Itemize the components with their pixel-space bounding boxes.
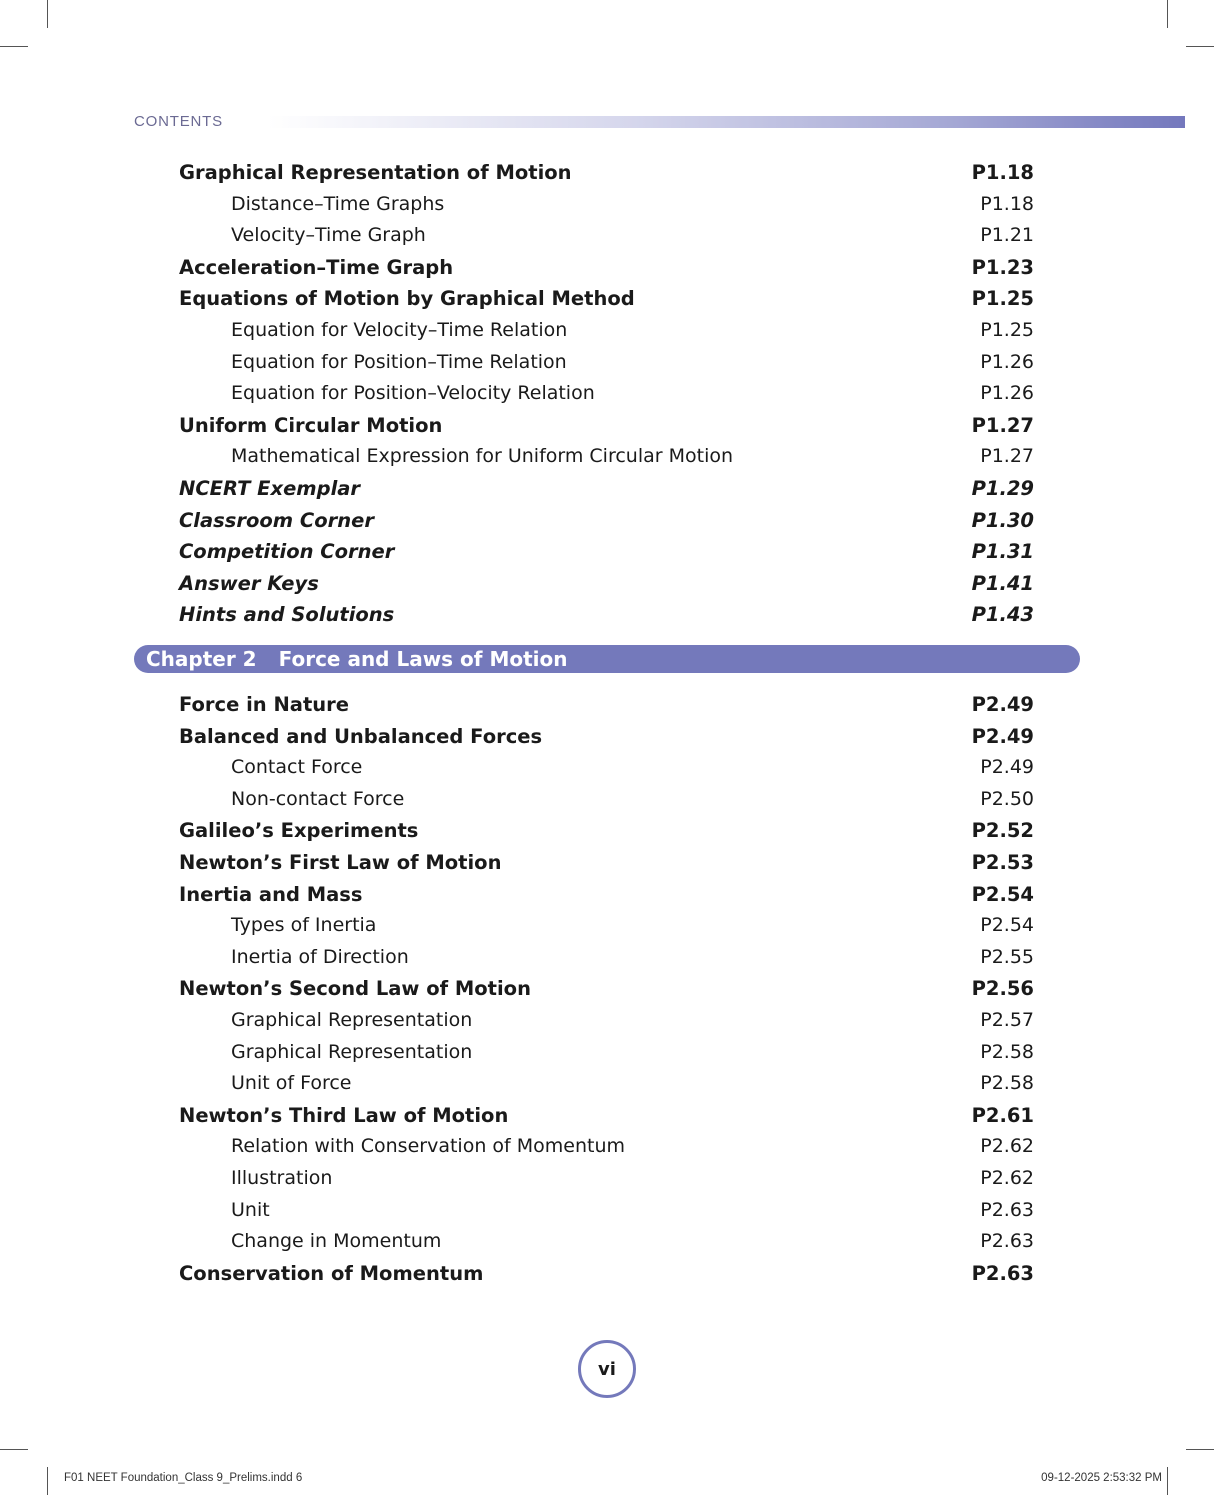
toc-entry-title: Distance–Time Graphs: [231, 192, 445, 215]
toc-entry[interactable]: [0, 1035, 1214, 1067]
toc-entry[interactable]: [0, 1256, 1214, 1288]
toc-entry-page: P2.49: [980, 756, 1034, 779]
toc-entry-title: Answer Keys: [179, 571, 319, 595]
toc-entry-page: P1.18: [971, 161, 1034, 184]
toc-entry-page: P1.27: [980, 445, 1034, 468]
toc-entry-page: P1.18: [980, 192, 1034, 215]
toc-entry-title: Equation for Position–Time Relation: [231, 350, 567, 373]
toc-entry-page: P1.27: [971, 413, 1034, 437]
crop-mark: [1186, 1449, 1214, 1450]
toc-entry[interactable]: [0, 503, 1214, 535]
toc-entry[interactable]: [0, 719, 1214, 751]
toc-entry-title: Newton’s Second Law of Motion: [179, 977, 531, 1001]
toc-entry[interactable]: [0, 1193, 1214, 1225]
toc-entry[interactable]: [0, 218, 1214, 250]
toc-entry-title: Change in Momentum: [231, 1230, 442, 1253]
crop-mark: [0, 46, 28, 47]
toc-entry-title: Uniform Circular Motion: [179, 413, 443, 437]
file-slug: F01 NEET Foundation_Class 9_Prelims.indd 6: [64, 1472, 303, 1484]
page-number: vi: [598, 1358, 616, 1380]
toc-entry[interactable]: [0, 940, 1214, 972]
toc-entry-title: Types of Inertia: [231, 914, 377, 937]
toc-entry-title: Graphical Representation: [231, 1040, 473, 1063]
toc-entry-title: Equation for Position–Velocity Relation: [231, 382, 595, 405]
toc-entry-page: P2.63: [980, 1198, 1034, 1221]
toc-entry-title: Contact Force: [231, 756, 363, 779]
toc-entry[interactable]: [0, 1224, 1214, 1256]
toc-entry-page: P1.29: [971, 476, 1034, 500]
toc-entry[interactable]: [0, 1161, 1214, 1193]
toc-entry-page: P1.30: [971, 508, 1034, 532]
toc-entry-page: P2.50: [980, 787, 1034, 810]
toc-entry-page: P2.56: [971, 977, 1034, 1001]
toc-entry-page: P2.55: [980, 945, 1034, 968]
chapter-title: Force and Laws of Motion: [278, 647, 568, 671]
toc-entry-page: P1.25: [980, 318, 1034, 341]
toc-entry[interactable]: [0, 345, 1214, 377]
toc-entry-title: Relation with Conservation of Momentum: [231, 1135, 626, 1158]
toc-entry-page: P1.43: [971, 603, 1034, 627]
toc-entry-title: Non-contact Force: [231, 787, 405, 810]
toc-entry[interactable]: [0, 534, 1214, 566]
toc-entry-title: Conservation of Momentum: [179, 1261, 484, 1285]
toc-entry-title: Acceleration–Time Graph: [179, 255, 454, 279]
toc-entry[interactable]: [0, 877, 1214, 909]
toc-entry-title: Competition Corner: [179, 540, 395, 564]
toc-entry[interactable]: [0, 908, 1214, 940]
toc-entry-title: Galileo’s Experiments: [179, 819, 419, 843]
toc-entry[interactable]: [0, 408, 1214, 440]
toc-entry[interactable]: [0, 376, 1214, 408]
toc-entry-page: P2.63: [971, 1261, 1034, 1285]
toc-entry-page: P1.31: [971, 540, 1034, 564]
toc-entry-page: P2.49: [971, 693, 1034, 716]
toc-entry-title: Equation for Velocity–Time Relation: [231, 318, 568, 341]
toc-entry[interactable]: [0, 313, 1214, 345]
toc-entry-page: P2.54: [980, 914, 1034, 937]
toc-entry[interactable]: [0, 813, 1214, 845]
toc-entry-title: Hints and Solutions: [179, 603, 395, 627]
toc-entry-page: P2.62: [980, 1166, 1034, 1189]
toc-entry-title: Inertia of Direction: [231, 945, 409, 968]
toc-entry-title: Newton’s Third Law of Motion: [179, 1103, 509, 1127]
toc-entry[interactable]: [0, 250, 1214, 282]
toc-entry[interactable]: [0, 471, 1214, 503]
toc-entry[interactable]: [0, 845, 1214, 877]
toc-entry-title: Illustration: [231, 1166, 333, 1189]
toc-entry-page: P2.58: [980, 1040, 1034, 1063]
toc-entry-page: P2.49: [971, 724, 1034, 748]
toc-entry-page: P2.61: [971, 1103, 1034, 1127]
toc-entry[interactable]: [0, 597, 1214, 629]
toc-entry[interactable]: [0, 1066, 1214, 1098]
toc-entry-title: Unit of Force: [231, 1072, 352, 1095]
toc-entry-title: Inertia and Mass: [179, 882, 363, 906]
toc-entry-title: Velocity–Time Graph: [231, 224, 426, 247]
toc-entry-title: Graphical Representation of Motion: [179, 161, 572, 184]
crop-mark: [1167, 1467, 1168, 1495]
toc-entry[interactable]: [0, 439, 1214, 471]
toc-entry[interactable]: [0, 750, 1214, 782]
toc-entry-title: Unit: [231, 1198, 270, 1221]
chapter-heading-bar: [134, 645, 1080, 673]
toc-entry-title: Mathematical Expression for Uniform Circular Motion: [231, 445, 734, 468]
toc-entry-page: P2.57: [980, 1008, 1034, 1031]
running-header: CONTENTS: [134, 113, 223, 130]
toc-entry[interactable]: [0, 1003, 1214, 1035]
toc-entry[interactable]: [0, 782, 1214, 814]
toc-entry[interactable]: [0, 1098, 1214, 1130]
toc-entry-page: P2.62: [980, 1135, 1034, 1158]
toc-entry-page: P2.54: [971, 882, 1034, 906]
toc-entry-title: Graphical Representation: [231, 1008, 473, 1031]
print-timestamp: 09-12-2025 2:53:32 PM: [1041, 1472, 1162, 1484]
crop-mark: [47, 0, 48, 28]
crop-mark: [1186, 46, 1214, 47]
toc-entry-page: P2.52: [971, 819, 1034, 843]
toc-entry-title: Equations of Motion by Graphical Method: [179, 287, 635, 311]
toc-entry[interactable]: [0, 155, 1214, 187]
header-gradient-rule: [268, 116, 1185, 128]
toc-entry-page: P1.21: [980, 224, 1034, 247]
toc-entry[interactable]: [0, 687, 1214, 719]
toc-entry-title: Balanced and Unbalanced Forces: [179, 724, 543, 748]
toc-entry-page: P1.26: [980, 382, 1034, 405]
crop-mark: [0, 1449, 28, 1450]
toc-entry[interactable]: [0, 971, 1214, 1003]
page-number-badge: [578, 1340, 636, 1398]
crop-mark: [47, 1467, 48, 1495]
toc-entry[interactable]: [0, 566, 1214, 598]
toc-entry-page: P1.23: [971, 255, 1034, 279]
toc-entry[interactable]: [0, 187, 1214, 219]
crop-mark: [1167, 0, 1168, 28]
toc-list-chapter-2: [0, 687, 1214, 1287]
toc-list-chapter-1: [0, 155, 1214, 629]
toc-entry-page: P1.26: [980, 350, 1034, 373]
toc-entry-title: NCERT Exemplar: [179, 476, 361, 500]
chapter-number: Chapter 2: [146, 647, 257, 671]
toc-entry-title: Newton’s First Law of Motion: [179, 850, 502, 874]
toc-entry-title: Force in Nature: [179, 693, 349, 716]
toc-entry-page: P2.53: [971, 850, 1034, 874]
toc-entry[interactable]: [0, 281, 1214, 313]
toc-entry-page: P1.25: [971, 287, 1034, 311]
toc-entry-page: P2.63: [980, 1230, 1034, 1253]
toc-entry-page: P2.58: [980, 1072, 1034, 1095]
toc-entry-page: P1.41: [971, 571, 1034, 595]
toc-entry-title: Classroom Corner: [179, 508, 374, 532]
toc-entry[interactable]: [0, 1129, 1214, 1161]
